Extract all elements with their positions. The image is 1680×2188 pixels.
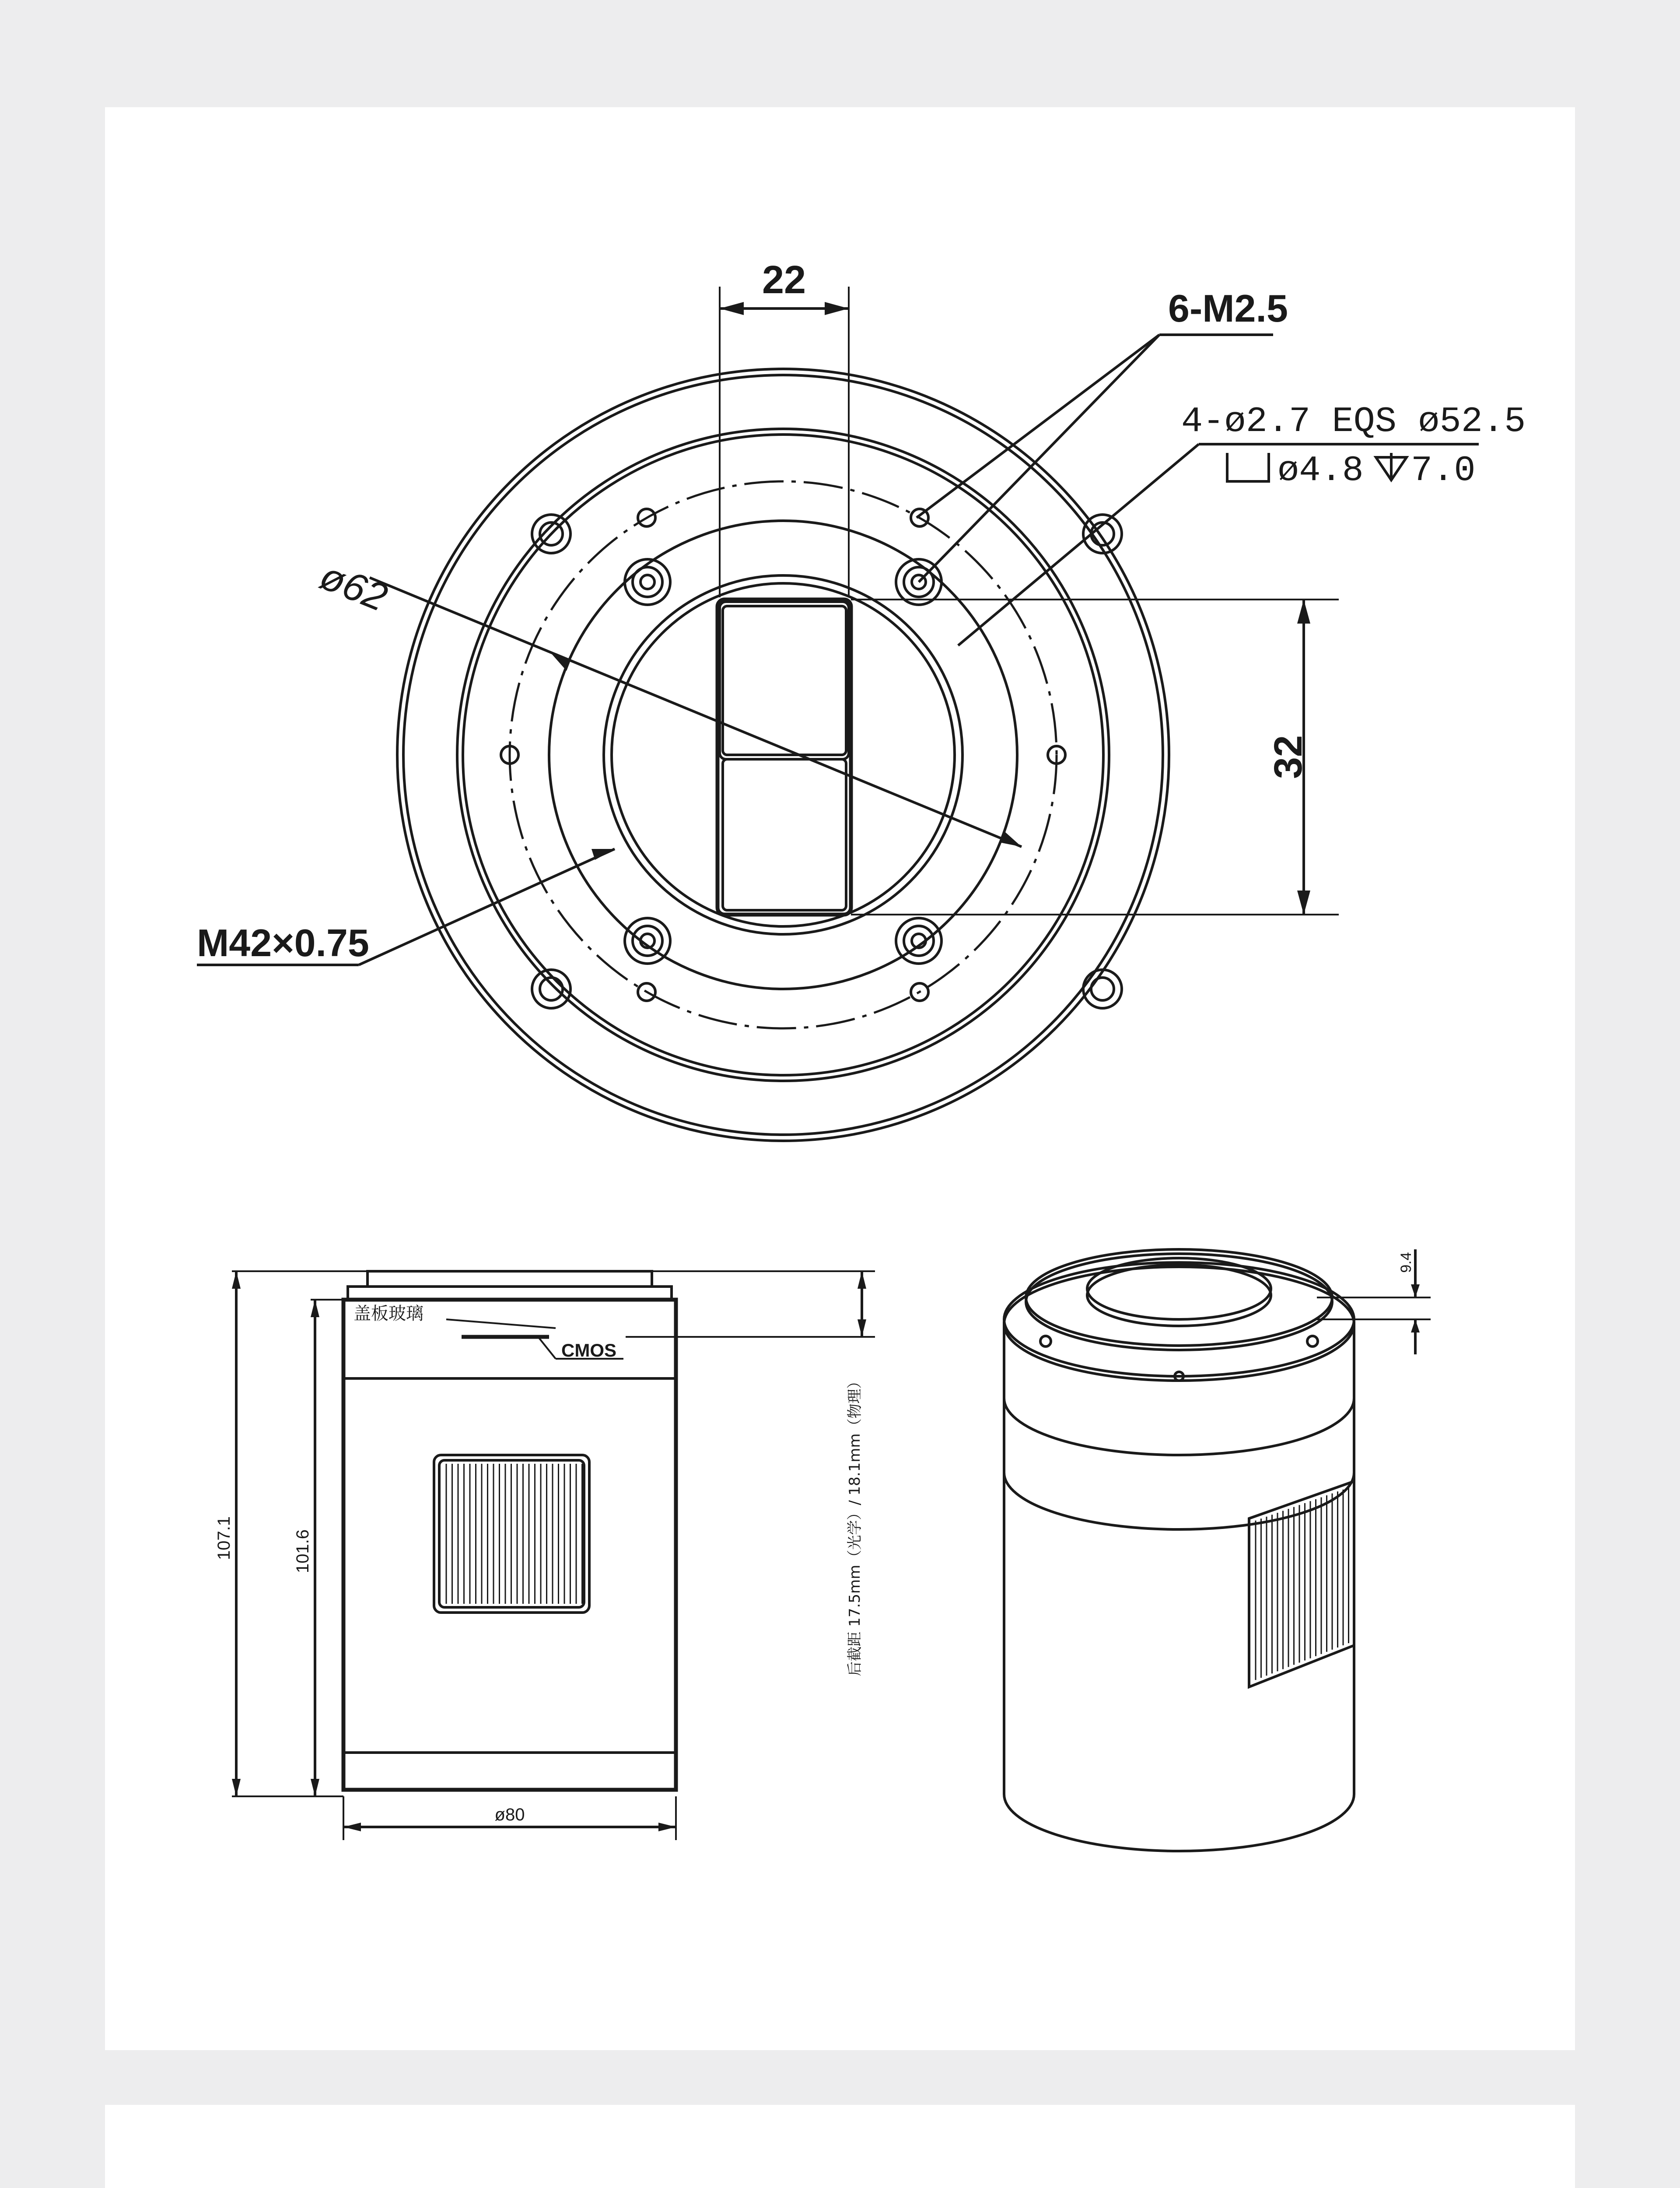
iso-view — [1004, 1249, 1431, 1851]
front-view — [197, 258, 1526, 1141]
hole-spec-depth: 7.0 — [1411, 450, 1476, 491]
cmos-label: CMOS — [561, 1340, 616, 1360]
dim-22-label: 22 — [762, 258, 806, 302]
iso-heatsink-fins — [1256, 1487, 1349, 1680]
counterbore-symbol — [1227, 453, 1269, 481]
dim-32-label: 32 — [1267, 735, 1310, 779]
dim-94-label: 9.4 — [1398, 1252, 1414, 1273]
depth-symbol — [1376, 453, 1407, 480]
cover-glass-label: 盖板玻璃 — [354, 1304, 424, 1324]
rear-panel-section — [105, 2105, 1575, 2188]
dim-107-label: 107.1 — [214, 1516, 234, 1560]
side-heatsink-fins — [446, 1464, 582, 1604]
dim-62-label: ø62 — [314, 554, 393, 620]
dim-80-label: ø80 — [494, 1805, 525, 1824]
side-view — [214, 1271, 875, 1840]
m25-screw-label: 6-M2.5 — [1168, 287, 1288, 330]
threaded-holes — [625, 559, 942, 964]
back-focus-label: 后截距 17.5mm（光学）/ 18.1mm（物理） — [846, 1374, 864, 1676]
dim-101-label: 101.6 — [293, 1529, 312, 1574]
m42-thread-label: M42×0.75 — [197, 921, 369, 964]
technical-drawing-svg — [105, 107, 1575, 2050]
hole-spec-line2: ø4.8 — [1278, 450, 1364, 491]
rear-panel-svg — [105, 2105, 1575, 2188]
technical-drawing-panel — [105, 107, 1575, 2050]
hole-spec-line1: 4-ø2.7 EQS ø52.5 — [1181, 401, 1526, 442]
